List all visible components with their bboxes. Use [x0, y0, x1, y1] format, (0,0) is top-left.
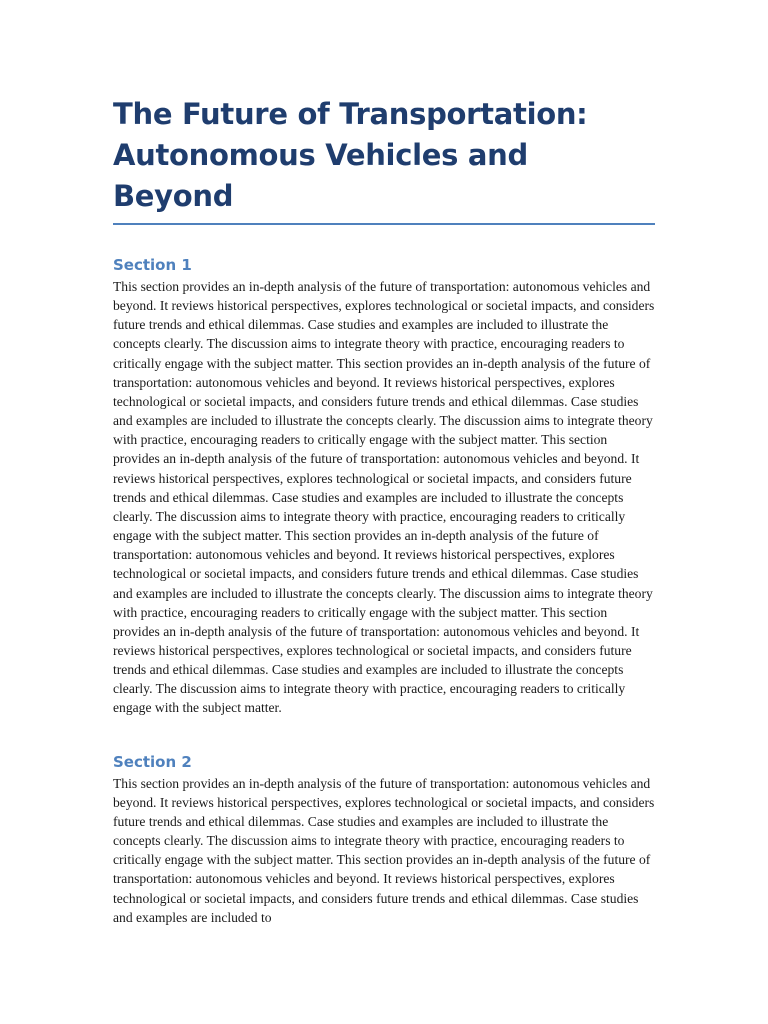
document-page: [113, 94, 655, 927]
document-title-line-1: The Future of Transportation:: [113, 97, 588, 131]
section-body: This section provides an in-depth analysis of the future of transportation: autonomous vehicles and beyond. It reviews historical perspectives, explores technological or societal impacts, and considers future trends and ethical dilemmas. Case studies and examples are included to illustrate the concepts clearly. The discussion aims to integrate theory with practice, encouraging readers to critically engage with the subject matter. This section provides an in-depth analysis of the future of transportation: autonomous vehicles and beyond. It reviews historical perspectives, explores technological or societal impacts, and considers future trends and ethical dilemmas. Case studies and examples are included to: [113, 775, 655, 925]
section-heading: Section 1: [113, 256, 192, 274]
document-title: [113, 94, 655, 225]
section-body: This section provides an in-depth analysis of the future of transportation: autonomous vehicles and beyond. It reviews historical perspectives, explores technological or societal impacts, and considers future trends and ethical dilemmas. Case studies and examples are included to illustrate the concepts clearly. The discussion aims to integrate theory with practice, encouraging readers to critically engage with the subject matter. This section provides an in-depth analysis of the future of transportation: autonomous vehicles and beyond. It reviews historical perspectives, explores technological or societal impacts, and considers future trends and ethical dilemmas. Case studies and examples are included to illustrate the concepts clearly. The discussion aims to integrate theory with practice, encouraging readers to critically engage with the subject matter. This section provides an in-depth analysis of the future of transportation: autonomous vehicles and beyond. It reviews historical perspectives, explores technological or societal impacts, and considers future trends and ethical dilemmas. Case studies and examples are included to illustrate the concepts clearly. The discussion aims to integrate theory with practice, encouraging readers to critically engage with the subject matter. This section provides an in-depth analysis of the future of transportation: autonomous vehicles and beyond. It reviews historical perspectives, explores technological or societal impacts, and considers future trends and ethical dilemmas. Case studies and examples are included to illustrate the concepts clearly. The discussion aims to integrate theory with practice, encouraging readers to critically engage with the subject matter. This section provides an in-depth analysis of the future of transportation: autonomous vehicles and beyond. It reviews historical perspectives, explores technological or societal impacts, and considers future trends and ethical dilemmas. Case studies and examples are included to illustrate the concepts clearly. The discussion aims to integrate theory with practice, encouraging readers to critically engage with the subject matter.: [113, 279, 655, 716]
section-1: [113, 255, 655, 718]
section-heading: Section 2: [113, 752, 192, 771]
section-2: [113, 752, 655, 927]
document-title-line-2: Autonomous Vehicles and Beyond: [113, 138, 528, 213]
